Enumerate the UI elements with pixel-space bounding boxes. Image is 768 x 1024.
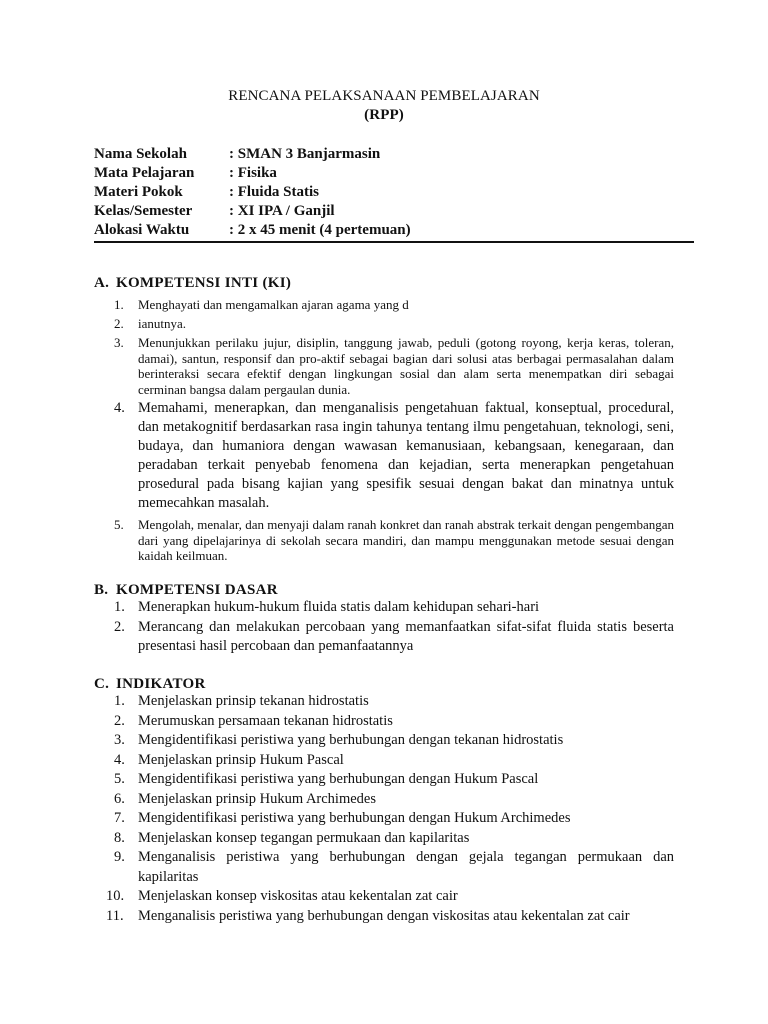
item-number: 3. [114, 732, 125, 748]
item-text: Mengidentifikasi peristiwa yang berhubungan dengan tekanan hidrostatis [138, 732, 564, 748]
list-item [94, 692, 674, 712]
identity-value: : Fisika [229, 165, 277, 181]
list-item [94, 316, 674, 332]
item-number: 3. [114, 335, 124, 350]
list-item [94, 751, 674, 771]
section-title: INDIKATOR [116, 676, 206, 692]
item-text: Merumuskan persamaan tekanan hidrostatis [138, 712, 393, 729]
list-item [94, 790, 674, 810]
divider [94, 241, 694, 243]
identity-value: : SMAN 3 Banjarmasin [229, 146, 381, 162]
item-number: 11. [106, 907, 124, 924]
list-item [94, 731, 674, 751]
section-title: KOMPETENSI DASAR [116, 582, 278, 598]
section-title: KOMPETENSI INTI (KI) [116, 275, 292, 291]
list-item [94, 598, 674, 618]
document-subtitle: (RPP) [364, 107, 404, 123]
item-number: 6. [114, 790, 125, 807]
item-text: Menjelaskan prinsip Hukum Pascal [138, 751, 344, 768]
document-title: RENCANA PELAKSANAAN PEMBELAJARAN [228, 88, 540, 104]
section-letter: B. [94, 582, 109, 598]
item-text: Menganalisis peristiwa yang berhubungan dengan viskositas atau kekentalan zat cair [138, 907, 630, 924]
item-text: Menerapkan hukum-hukum fluida statis dalam kehidupan sehari-hari [138, 599, 540, 615]
item-text: Menjelaskan prinsip Hukum Archimedes [138, 790, 376, 807]
identity-row-time [94, 221, 694, 240]
list-item [94, 618, 674, 657]
list-item [94, 770, 674, 790]
item-text: Menganalisis peristiwa yang berhubungan dengan gejala tegangan permukaan dan kapilaritas [138, 849, 674, 885]
item-text: Mengidentifikasi peristiwa yang berhubungan dengan Hukum Archimedes [138, 810, 571, 826]
list-item [94, 907, 674, 927]
identity-row-school [94, 145, 694, 164]
identity-label: Materi Pokok [94, 184, 183, 200]
list-item [94, 399, 674, 513]
item-number: 2. [114, 712, 125, 729]
item-text: Menghayati dan mengamalkan ajaran agama yang d [138, 297, 409, 312]
item-text: Mengolah, menalar, dan menyaji dalam ranah konkret dan ranah abstrak terkait dengan pengembangan dari yang dipelajarinya di sekolah secara mandiri, dan mampu menggunakan metode sesuai dengan kaidah keilmuan. [138, 517, 674, 563]
identity-label: Alokasi Waktu [94, 222, 190, 238]
item-number: 9. [114, 849, 125, 865]
item-text: ianutnya. [138, 315, 187, 331]
list-item [94, 829, 674, 849]
identity-row-class [94, 202, 694, 221]
ki-list [94, 297, 674, 566]
item-text: Mengidentifikasi peristiwa yang berhubungan dengan Hukum Pascal [138, 771, 539, 787]
identity-row-subject [94, 164, 694, 183]
item-number: 2. [114, 315, 124, 331]
item-number: 10. [106, 888, 125, 904]
list-item [94, 887, 674, 907]
item-text: Menjelaskan konsep tegangan permukaan dan kapilaritas [138, 829, 470, 846]
identity-value: : 2 x 45 menit (4 pertemuan) [229, 222, 411, 238]
list-item [94, 335, 674, 397]
list-item [94, 809, 674, 829]
item-number: 4. [114, 751, 125, 768]
item-text: Menunjukkan perilaku jujur, disiplin, tanggung jawab, peduli (gotong royong, kerja keras, toleran, damai), santun, responsif dan pro-aktif sebagai bagian dari solusi atas berbagai permasalahan dalam berinteraksi secara efektif dengan lingkungan sosial dan alam serta menempatkan diri sebagai cerminan bangsa dalam pergaulan dunia. [138, 335, 674, 397]
item-number: 1. [114, 599, 125, 615]
item-number: 2. [114, 618, 125, 635]
identity-value: : Fluida Statis [229, 184, 320, 200]
section-letter: C. [94, 676, 110, 692]
item-number: 1. [114, 693, 125, 709]
item-number: 4. [114, 400, 125, 416]
item-text: Menjelaskan konsep viskositas atau kekentalan zat cair [138, 888, 458, 904]
item-number: 8. [114, 829, 125, 846]
identity-label: Kelas/Semester [94, 203, 193, 219]
identity-label: Nama Sekolah [94, 146, 187, 162]
section-letter: A. [94, 275, 110, 291]
indikator-list [94, 692, 674, 926]
identity-row-topic [94, 183, 694, 202]
list-item [94, 848, 674, 887]
section-heading-c [94, 676, 206, 693]
section-heading-b [94, 582, 278, 599]
list-item [94, 297, 674, 313]
list-item [94, 517, 674, 564]
item-number: 7. [114, 810, 125, 826]
item-text: Menjelaskan prinsip tekanan hidrostatis [138, 693, 369, 709]
item-number: 5. [114, 517, 124, 532]
item-number: 5. [114, 771, 125, 787]
item-number: 1. [114, 297, 124, 312]
item-text: Memahami, menerapkan, dan menganalisis pengetahuan faktual, konseptual, procedural, dan metakognitif berdasarkan rasa ingin tahunya tentang ilmu pengetahuan, teknologi, seni, budaya, dan humaniora dengan wawasan kemanusiaan, kebangsaan, kenegaraan, dan peradaban terkait penyebab fenomena dan kejadian, serta menerapkan pengetahuan prosedural pada bisang kajian yang spesifik sesuai dengan bakat dan minatnya untuk memecahkan masalah. [138, 400, 674, 511]
section-heading-a [94, 275, 291, 292]
identity-label: Mata Pelajaran [94, 165, 195, 181]
kd-list [94, 598, 674, 657]
identity-block [94, 145, 694, 240]
identity-value: : XI IPA / Ganjil [229, 203, 335, 219]
item-text: Merancang dan melakukan percobaan yang memanfaatkan sifat-sifat fluida statis beserta presentasi hasil percobaan dan pemanfaatannya [138, 618, 674, 654]
list-item [94, 712, 674, 732]
